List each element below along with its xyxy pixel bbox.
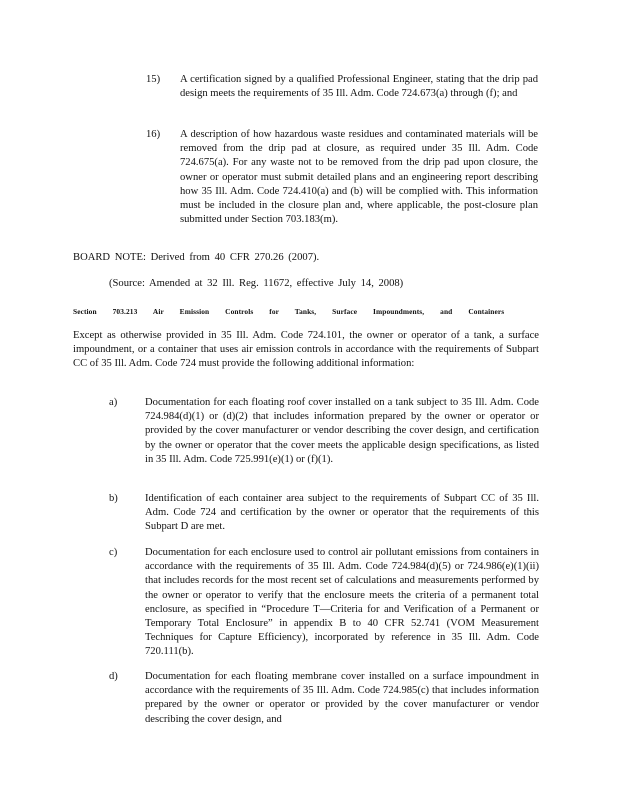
source-note: (Source: Amended at 32 Ill. Reg. 11672, effective July 14, 2008)	[109, 278, 404, 289]
intro-paragraph: Except as otherwise provided in 35 Ill. Adm. Code 724.101, the owner or operator of a tank, a surface impoundment, or a container that uses air emission controls in accordance with the requirements of Subpart CC of 35 Ill. Adm. Code 724 must provide the following additional information:	[73, 330, 539, 370]
item-text: A description of how hazardous waste residues and contaminated materials will be removed from the drip pad at closure, as required under 35 Ill. Adm. Code 724.675(a). For any waste not to be removed from the drip pad upon closure, the owner or operator must submit detailed plans and an engineering report describing how 35 Ill. Adm. Code 724.410(a) and (b) will be complied with. This information must be included in the closure plan and, where applicable, the post-closure plan submitted under Section 703.183(m).	[180, 129, 538, 226]
item-number: 15)	[146, 74, 161, 85]
item-letter: b)	[109, 493, 118, 504]
item-number: 16)	[146, 129, 161, 140]
item-text: A certification signed by a qualified Professional Engineer, stating that the drip pad design meets the requirements of 35 Ill. Adm. Code 724.673(a) through (f); and	[180, 74, 538, 100]
board-note: BOARD NOTE: Derived from 40 CFR 270.26 (2007).	[73, 252, 320, 263]
item-text: Documentation for each floating roof cover installed on a tank subject to 35 Ill. Adm. Code 724.984(d)(1) or (d)(2) that includes information prepared by the owner or operator or provided by the cover manufacturer or vendor describing the cover design, and certification by the owner or operator that the cover meets the applicable design specifications, as listed in 35 Ill. Adm. Code 725.991(e)(1) or (f)(1).	[145, 397, 539, 465]
section-heading: Section 703.213 Air Emission Controls for Tanks, Surface Impoundments, and Containers	[73, 307, 505, 316]
item-text: Identification of each container area subject to the requirements of Subpart CC of 35 Ill. Adm. Code 724 and certification by the owner or operator that the requirements of this Subpart D are met.	[145, 493, 539, 533]
item-text: Documentation for each floating membrane cover installed on a surface impoundment in accordance with the requirements of 35 Ill. Adm. Code 724.985(c) that includes information prepared by the owner or operator or provided by the cover manufacturer or vendor describing the cover design, and	[145, 671, 539, 725]
item-text: Documentation for each enclosure used to control air pollutant emissions from containers in accordance with the requirements of 35 Ill. Adm. Code 724.984(d)(5) or 724.986(e)(1)(ii) that includes records for the most recent set of calculations and measurements performed by the owner or operator to verify that the enclosure meets the criteria of a permanent total enclosure, as specified in “Procedure T—Criteria for and Verification of a Permanent or Temporary Total Enclosure” in appendix B to 40 CFR 52.741 (VOM Measurement Techniques for Capture Efficiency), incorporated by reference in 35 Ill. Adm. Code 720.111(b).	[145, 547, 539, 658]
item-letter: a)	[109, 397, 118, 408]
item-letter: c)	[109, 547, 118, 558]
item-letter: d)	[109, 671, 118, 682]
